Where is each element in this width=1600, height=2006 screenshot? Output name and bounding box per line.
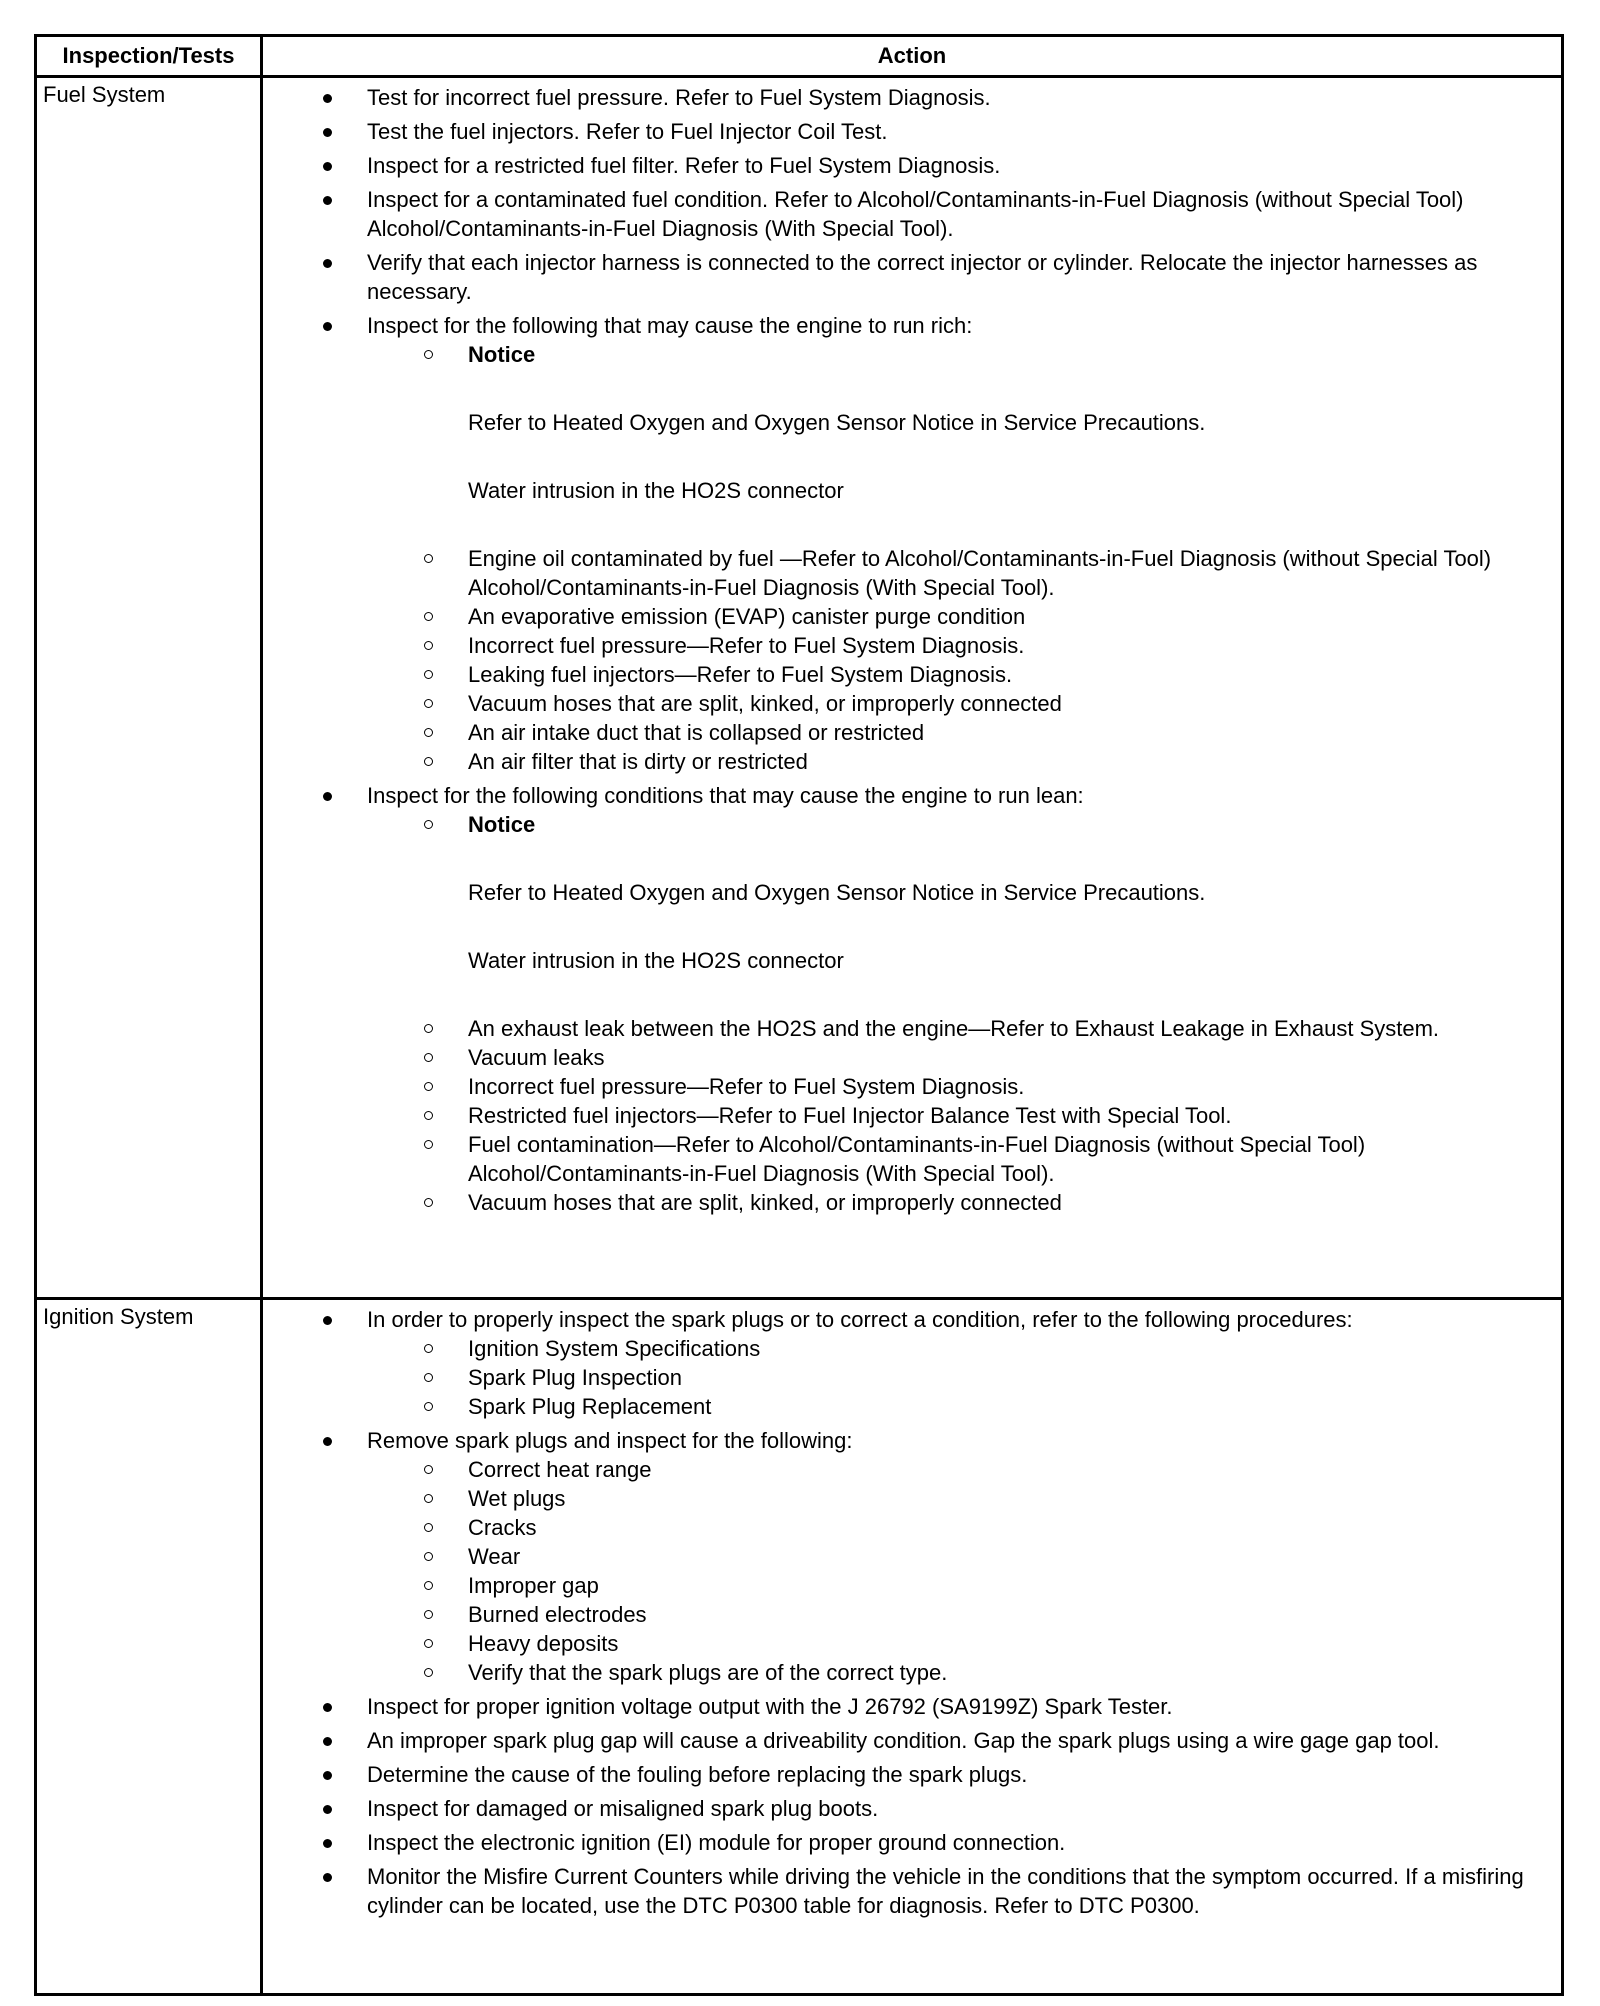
circle-bullet-icon: [424, 1610, 433, 1619]
notice-text: Refer to Heated Oxygen and Oxygen Sensor Notice in Service Precautions.: [468, 410, 1206, 435]
header-inspection-tests: Inspection/Tests: [62, 43, 235, 68]
row-label-fuel-system: Fuel System: [43, 82, 166, 107]
circle-bullet-icon: [424, 1373, 433, 1382]
header-divider: [37, 75, 1561, 78]
sub-item: Incorrect fuel pressure—Refer to Fuel System Diagnosis.: [263, 631, 1553, 660]
circle-bullet-icon: [424, 1024, 433, 1033]
circle-bullet-icon: [424, 1668, 433, 1677]
circle-bullet-icon: [424, 699, 433, 708]
list-item: Verify that each injector harness is connected to the correct injector or cylinder. Relocate the injector harnesses as necessary.: [263, 248, 1553, 306]
circle-bullet-icon: [424, 1552, 433, 1561]
circle-bullet-icon: [424, 1402, 433, 1411]
sub-item: Spark Plug Inspection: [263, 1363, 1553, 1392]
circle-bullet-icon: [424, 554, 433, 563]
list-item: Monitor the Misfire Current Counters while driving the vehicle in the conditions that the symptom occurred. If a misfiring cylinder can be located, use the DTC P0300 table for diagnosis. Refer to DTC P0300.: [263, 1862, 1553, 1920]
circle-bullet-icon: [424, 1465, 433, 1474]
list-item-run-lean: Inspect for the following conditions that may cause the engine to run lean: Notice Refer to Heated Oxygen and Oxygen Sensor Notice in Service Precautions. Water intrusion in the HO2S connector An exhaust leak between the HO2S and the engine—Refer to Exhaust Leakage in Exhaust System. Vacuum leaks Incorrect fuel pressure—Refer to Fuel System Diagnosis. Restricted fuel injectors—Refer to Fuel Injector Balance Test with Special Tool. Fuel contamination—Refer to Alcohol/Contaminants-in-Fuel Diagnosis (without Special Tool) Alcohol/Contaminants-in-Fuel Diagnosis (With Special Tool). Vacuum hoses that are split, kinked, or improperly connected: [263, 781, 1553, 1217]
notice-text: Refer to Heated Oxygen and Oxygen Sensor Notice in Service Precautions.: [468, 880, 1206, 905]
bullet-icon: [323, 1805, 332, 1814]
circle-bullet-icon: [424, 1140, 433, 1149]
sub-item: An exhaust leak between the HO2S and the engine—Refer to Exhaust Leakage in Exhaust System.: [263, 1014, 1553, 1043]
list-item: Inspect for damaged or misaligned spark plug boots.: [263, 1794, 1553, 1823]
notice-block: [263, 340, 1553, 544]
bullet-icon: [323, 128, 332, 137]
sub-item: Incorrect fuel pressure—Refer to Fuel System Diagnosis.: [263, 1072, 1553, 1101]
circle-bullet-icon: [424, 1639, 433, 1648]
sub-item: Improper gap: [263, 1571, 1553, 1600]
list-item: Test for incorrect fuel pressure. Refer to Fuel System Diagnosis.: [263, 83, 1553, 112]
list-item: Inspect the electronic ignition (EI) module for proper ground connection.: [263, 1828, 1553, 1857]
bullet-icon: [323, 322, 332, 331]
header-action: Action: [877, 43, 947, 68]
sub-item: An air intake duct that is collapsed or restricted: [263, 718, 1553, 747]
notice-title: Notice: [468, 342, 536, 367]
sub-item: Spark Plug Replacement: [263, 1392, 1553, 1421]
bullet-icon: [323, 1437, 332, 1446]
sub-item: Vacuum leaks: [263, 1043, 1553, 1072]
circle-bullet-icon: [424, 612, 433, 621]
circle-bullet-icon: [424, 1053, 433, 1062]
bullet-icon: [323, 792, 332, 801]
sub-item: Wet plugs: [263, 1484, 1553, 1513]
circle-bullet-icon: [424, 1581, 433, 1590]
list-item: Determine the cause of the fouling before replacing the spark plugs.: [263, 1760, 1553, 1789]
list-item: Test the fuel injectors. Refer to Fuel Injector Coil Test.: [263, 117, 1553, 146]
fuel-system-actions: [263, 83, 1553, 1222]
bullet-icon: [323, 1737, 332, 1746]
sub-item: Vacuum hoses that are split, kinked, or improperly connected: [263, 689, 1553, 718]
list-item: Inspect for a restricted fuel filter. Refer to Fuel System Diagnosis.: [263, 151, 1553, 180]
circle-bullet-icon: [424, 1198, 433, 1207]
sub-item: Correct heat range: [263, 1455, 1553, 1484]
notice-block: [263, 810, 1553, 1014]
sub-item: Leaking fuel injectors—Refer to Fuel System Diagnosis.: [263, 660, 1553, 689]
circle-bullet-icon: [424, 757, 433, 766]
sub-item: Burned electrodes: [263, 1600, 1553, 1629]
bullet-icon: [323, 1839, 332, 1848]
notice-title: Notice: [468, 812, 536, 837]
sub-item: Wear: [263, 1542, 1553, 1571]
circle-bullet-icon: [424, 1082, 433, 1091]
bullet-icon: [323, 196, 332, 205]
notice-item: Water intrusion in the HO2S connector: [468, 948, 844, 973]
sub-item: Vacuum hoses that are split, kinked, or improperly connected: [263, 1188, 1553, 1217]
bullet-icon: [323, 259, 332, 268]
sub-item: Heavy deposits: [263, 1629, 1553, 1658]
row-divider: [37, 1297, 1561, 1300]
notice-item: Water intrusion in the HO2S connector: [468, 478, 844, 503]
bullet-icon: [323, 94, 332, 103]
row-label-ignition-system: Ignition System: [43, 1304, 194, 1329]
bullet-icon: [323, 1703, 332, 1712]
circle-bullet-icon: [424, 1344, 433, 1353]
list-item: Inspect for a contaminated fuel condition. Refer to Alcohol/Contaminants-in-Fuel Diagnosis (without Special Tool) Alcohol/Contaminants-in-Fuel Diagnosis (With Special Tool).: [263, 185, 1553, 243]
bullet-icon: [323, 1873, 332, 1882]
sub-item: Restricted fuel injectors—Refer to Fuel Injector Balance Test with Special Tool.: [263, 1101, 1553, 1130]
list-item: An improper spark plug gap will cause a driveability condition. Gap the spark plugs using a wire gage gap tool.: [263, 1726, 1553, 1755]
list-item-remove-plugs: Remove spark plugs and inspect for the following: Correct heat range Wet plugs Cracks Wear Improper gap Burned electrodes Heavy deposits Verify that the spark plugs are of the correct type.: [263, 1426, 1553, 1687]
sub-item: Cracks: [263, 1513, 1553, 1542]
bullet-icon: [323, 1771, 332, 1780]
sub-item: Verify that the spark plugs are of the correct type.: [263, 1658, 1553, 1687]
circle-bullet-icon: [424, 641, 433, 650]
bullet-icon: [323, 1316, 332, 1325]
circle-bullet-icon: [424, 1523, 433, 1532]
list-item-run-rich: Inspect for the following that may cause the engine to run rich: Notice Refer to Heated Oxygen and Oxygen Sensor Notice in Service Precautions. Water intrusion in the HO2S connector Engine oil contaminated by fuel —Refer to Alcohol/Contaminants-in-Fuel Diagnosis (without Special Tool) Alcohol/Contaminants-in-Fuel Diagnosis (With Special Tool). An evaporative emission (EVAP) canister purge condition Incorrect fuel pressure—Refer to Fuel System Diagnosis. Leaking fuel injectors—Refer to Fuel System Diagnosis. Vacuum hoses that are split, kinked, or improperly connected An air intake duct that is collapsed or restricted An air filter that is dirty or restricted: [263, 311, 1553, 776]
sub-item: An air filter that is dirty or restricted: [263, 747, 1553, 776]
list-item-procedures: In order to properly inspect the spark plugs or to correct a condition, refer to the following procedures: Ignition System Specifications Spark Plug Inspection Spark Plug Replacement: [263, 1305, 1553, 1421]
circle-bullet-icon: [424, 670, 433, 679]
diagnosis-table: [34, 34, 1564, 1996]
circle-bullet-icon: [424, 820, 433, 829]
list-item: Inspect for proper ignition voltage output with the J 26792 (SA9199Z) Spark Tester.: [263, 1692, 1553, 1721]
sub-item: An evaporative emission (EVAP) canister purge condition: [263, 602, 1553, 631]
ignition-system-actions: [263, 1305, 1553, 1925]
circle-bullet-icon: [424, 1494, 433, 1503]
bullet-icon: [323, 162, 332, 171]
sub-item: Fuel contamination—Refer to Alcohol/Contaminants-in-Fuel Diagnosis (without Special Tool) Alcohol/Contaminants-in-Fuel Diagnosis (With Special Tool).: [263, 1130, 1553, 1188]
circle-bullet-icon: [424, 728, 433, 737]
sub-item: Engine oil contaminated by fuel —Refer to Alcohol/Contaminants-in-Fuel Diagnosis (without Special Tool) Alcohol/Contaminants-in-Fuel Diagnosis (With Special Tool).: [263, 544, 1553, 602]
sub-item: Ignition System Specifications: [263, 1334, 1553, 1363]
circle-bullet-icon: [424, 350, 433, 359]
circle-bullet-icon: [424, 1111, 433, 1120]
